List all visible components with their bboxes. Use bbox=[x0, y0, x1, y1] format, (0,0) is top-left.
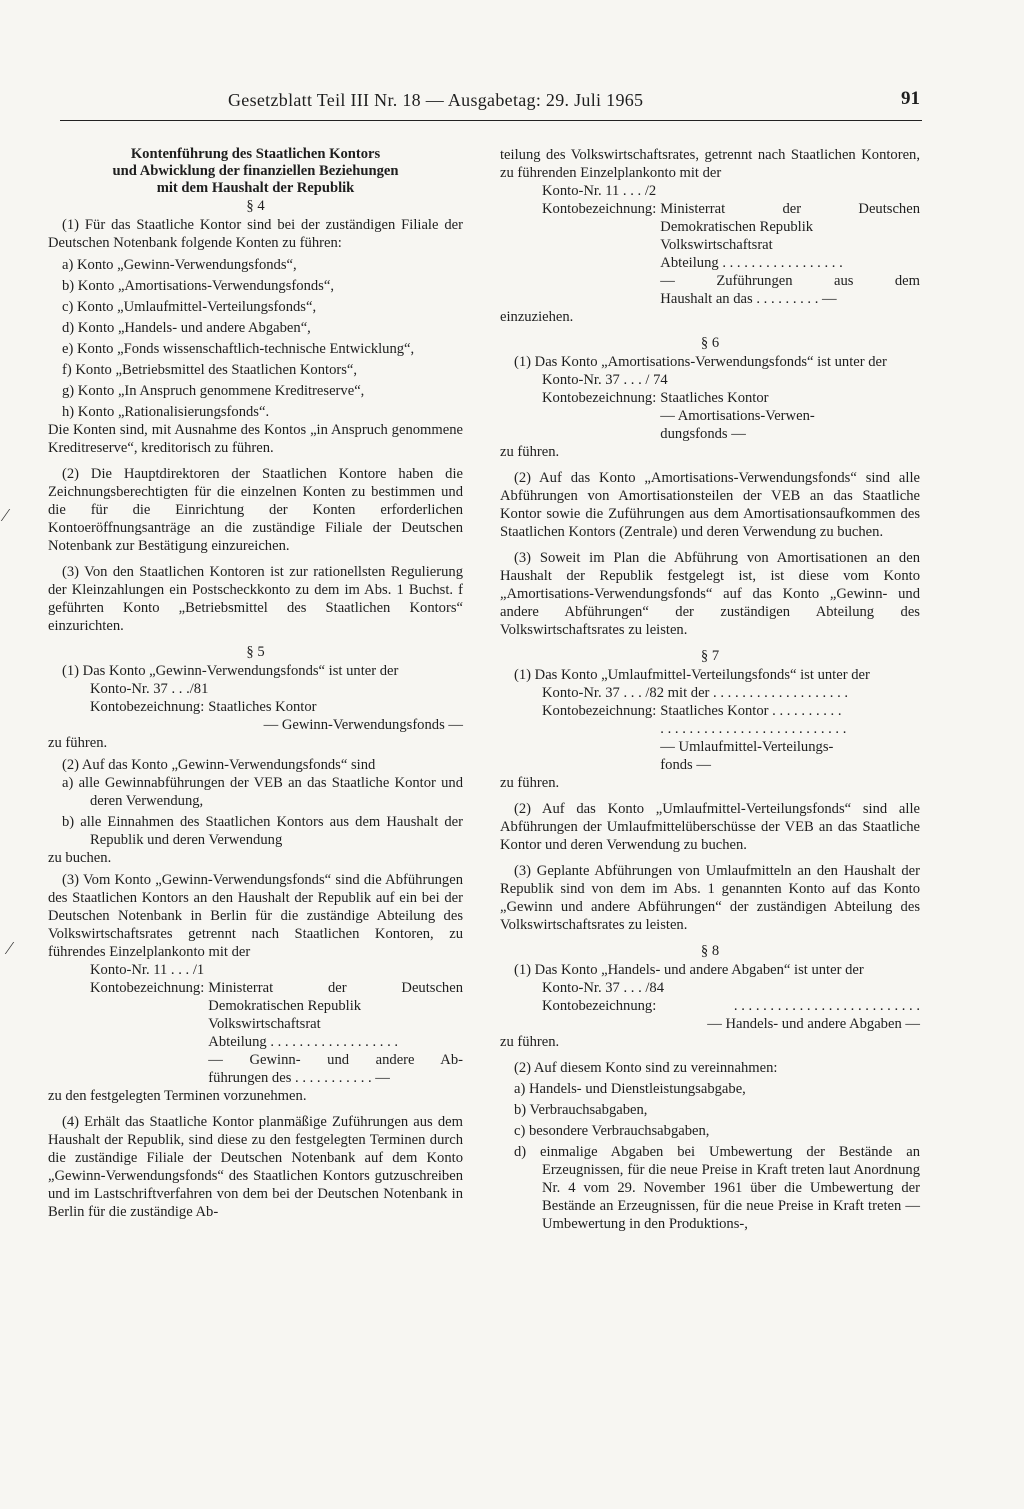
zu-buchen: zu buchen. bbox=[48, 850, 112, 866]
konto-number-6: Konto-Nr. 37 . . . / 74 bbox=[542, 372, 668, 388]
kbez-line: führungen des . . . . . . . . . . . — bbox=[208, 1070, 390, 1086]
kbez-value: . . . . . . . . . . . . . . . . . . . . . . . . . . bbox=[733, 998, 920, 1014]
title-line-1: Kontenführung des Staatlichen Kontors bbox=[130, 146, 381, 162]
page-header bbox=[60, 86, 922, 121]
konto-number-8: Konto-Nr. 37 . . . /84 bbox=[542, 980, 665, 996]
continuation: teilung des Volkswirtschaftsrates, getrennt nach Staatlichen Kontoren, zu führenden Einzelplankonto mit der bbox=[500, 147, 920, 181]
section-title bbox=[48, 146, 463, 197]
margin-mark: ⁄ bbox=[8, 938, 12, 958]
list-item: c) besondere Verbrauchsabgaben, bbox=[514, 1123, 710, 1139]
para-5-4: (4) Erhält das Staatliche Kontor planmäßige Zuführungen aus dem Haushalt der Republik, sind diese zu den festgelegten Terminen durch die zuständige Filiale der Deutschen Notenbank auf dem Konto „Gewinn-Verwendungsfonds“ des Staatlichen Kontors gutzuschreiben und im Lastschriftverfahren von dem bei der Deutschen Notenbank in Berlin für die zuständige Ab- bbox=[48, 1114, 463, 1220]
kbez-line: Demokratischen Republik bbox=[208, 998, 362, 1014]
para-6-1: (1) Das Konto „Amortisations-Verwendungsfonds“ ist unter der bbox=[514, 354, 887, 370]
kbez-value bbox=[656, 389, 920, 443]
kbez-line: Staatliches Kontor bbox=[660, 390, 769, 406]
para-4-konten: Die Konten sind, mit Ausnahme des Kontos „in Anspruch genommene Kreditreserve“, kreditorisch zu führen. bbox=[48, 422, 463, 456]
einzuziehen: einzuziehen. bbox=[500, 309, 574, 325]
kbez-line: — Amortisations-Verwen- bbox=[660, 408, 815, 424]
kbez-value bbox=[656, 200, 920, 308]
header-title: Gesetzblatt Teil III Nr. 18 — Ausgabetag: 29. Juli 1965 bbox=[228, 90, 644, 110]
para-4-1: (1) Für das Staatliche Kontor sind bei der zuständigen Filiale der Deutschen Notenbank folgende Konten zu führen: bbox=[48, 217, 463, 251]
konto-bezeichnung-8 bbox=[500, 997, 920, 1015]
list-item: c) Konto „Umlaufmittel-Verteilungsfonds“, bbox=[62, 299, 317, 315]
list-item: b) Konto „Amortisations-Verwendungsfonds“, bbox=[62, 278, 334, 294]
kbez-value bbox=[656, 702, 920, 774]
list-item: g) Konto „In Anspruch genommene Kreditreserve“, bbox=[62, 383, 365, 399]
zu-fuehren: zu führen. bbox=[500, 1034, 560, 1050]
zu-fuehren: zu führen. bbox=[48, 735, 108, 751]
list-item: a) alle Gewinnabführungen der VEB an das Staatliche Kontor und deren Verwendung, bbox=[62, 775, 463, 809]
konto-bezeichnung bbox=[500, 200, 920, 308]
right-column bbox=[500, 146, 920, 1233]
left-column bbox=[48, 146, 463, 1221]
konto-number: Konto-Nr. 37 . . ./81 bbox=[90, 681, 209, 697]
list-item: a) Handels- und Dienstleistungsabgabe, bbox=[514, 1081, 746, 1097]
konto-bezeichnung-7 bbox=[500, 702, 920, 774]
kbez-value-2: — Gewinn-Verwendungsfonds — bbox=[263, 717, 463, 733]
zu-fuehren: zu führen. bbox=[500, 444, 560, 460]
para-8-1: (1) Das Konto „Handels- und andere Abgaben“ ist unter der bbox=[514, 962, 864, 978]
kbez-label: Kontobezeichnung: bbox=[542, 703, 657, 719]
list-item: b) Verbrauchsabgaben, bbox=[514, 1102, 648, 1118]
kbez-line: fonds — bbox=[660, 757, 711, 773]
title-line-3: mit dem Haushalt der Republik bbox=[156, 180, 355, 196]
kbez-line: — Umlaufmittel-Verteilungs- bbox=[660, 739, 834, 755]
para-5-1: (1) Das Konto „Gewinn-Verwendungsfonds“ ist unter der bbox=[62, 663, 399, 679]
paragraph-7-heading: § 7 bbox=[700, 648, 720, 664]
kbez-line: Abteilung . . . . . . . . . . . . . . . . . bbox=[660, 255, 843, 271]
kbez-value bbox=[204, 979, 463, 1087]
para-7-1: (1) Das Konto „Umlaufmittel-Verteilungsfonds“ ist unter der bbox=[514, 667, 870, 683]
termine: zu den festgelegten Terminen vorzunehmen. bbox=[48, 1088, 307, 1104]
paragraph-6-heading: § 6 bbox=[700, 335, 720, 351]
kbez-line: . . . . . . . . . . . . . . . . . . . . . . . . . . bbox=[660, 721, 847, 737]
kbez-line: Volkswirtschaftsrat bbox=[660, 237, 773, 253]
list-4 bbox=[48, 256, 463, 421]
list-item: d) Konto „Handels- und andere Abgaben“, bbox=[62, 320, 311, 336]
konto-bezeichnung-6 bbox=[500, 389, 920, 443]
para-5-2: (2) Auf das Konto „Gewinn-Verwendungsfonds“ sind bbox=[62, 757, 376, 773]
kbez-label: Kontobezeichnung: bbox=[90, 699, 205, 715]
zu-fuehren: zu führen. bbox=[500, 775, 560, 791]
konto-number-2: Konto-Nr. 11 . . . /1 bbox=[90, 962, 205, 978]
para-6-3: (3) Soweit im Plan die Abführung von Amortisationen an den Haushalt der Republik festgelegt ist, ist diese vom Konto „Amortisations-Verwendungsfonds“ auf das Konto „Gewinn- und andere Abführungen“ der zuständigen Abteilung des Volkswirtschaftsrates zu leisten. bbox=[500, 550, 920, 638]
margin-mark: ⁄ bbox=[4, 505, 8, 525]
kbez-line: — Zuführungen aus dem bbox=[660, 273, 920, 289]
kbez-line: Ministerrat der Deutschen bbox=[208, 980, 463, 996]
para-7-2: (2) Auf das Konto „Umlaufmittel-Verteilungsfonds“ sind alle Abführungen der Umlaufmittelüberschüsse der VEB an das Staatliche Kontor und deren Verwendung zu buchen. bbox=[500, 801, 920, 853]
konto-number: Konto-Nr. 11 . . . /2 bbox=[542, 183, 657, 199]
kbez-label: Kontobezeichnung: bbox=[542, 390, 657, 406]
page-number: 91 bbox=[901, 88, 920, 109]
konto-bezeichnung bbox=[48, 698, 463, 716]
list-item: f) Konto „Betriebsmittel des Staatlichen Kontors“, bbox=[62, 362, 358, 378]
para-6-2: (2) Auf das Konto „Amortisations-Verwendungsfonds“ sind alle Abführungen von Amortisationsteilen der VEB an das Staatliche Kontor sowie die Zuführungen aus dem Amortisationsaufkommen des Staatlichen Kontors (Zentrale) und deren Verwendung zu buchen. bbox=[500, 470, 920, 540]
paragraph-4-heading: § 4 bbox=[246, 198, 265, 214]
para-8-2: (2) Auf diesem Konto sind zu vereinnahmen: bbox=[514, 1060, 778, 1076]
kbez-value: Staatliches Kontor bbox=[208, 699, 317, 715]
kbez-label: Kontobezeichnung: bbox=[542, 998, 657, 1014]
kbez-line: Demokratischen Republik bbox=[660, 219, 814, 235]
para-4-2: (2) Die Hauptdirektoren der Staatlichen Kontore haben die Zeichnungsberechtigten für die einzelnen Konten zu bestimmen und die für die Einrichtung der Konten erforderlichen Kontoeröffnungsanträge an die zuständige Filiale der Deutschen Notenbank zur Bestätigung einzureichen. bbox=[48, 466, 463, 554]
kbez-line: Ministerrat der Deutschen bbox=[660, 201, 920, 217]
kbez-line: Staatliches Kontor . . . . . . . . . . bbox=[660, 703, 842, 719]
kbez-line: Haushalt an das . . . . . . . . . — bbox=[660, 291, 837, 307]
para-5-3: (3) Vom Konto „Gewinn-Verwendungsfonds“ sind die Abführungen des Staatlichen Kontors an den Haushalt der Republik auf ein bei der Deutschen Notenbank in Berlin für die zuständige Abteilung des Volkswirtschaftsrates getrennt nach Staatlichen Kontoren, zu führendes Einzelplankonto mit der bbox=[48, 872, 463, 960]
list-item: a) Konto „Gewinn-Verwendungsfonds“, bbox=[62, 257, 297, 273]
kbez-line: — Gewinn- und andere Ab- bbox=[208, 1052, 463, 1068]
kbez-label: Kontobezeichnung: bbox=[90, 980, 205, 996]
paragraph-8-heading: § 8 bbox=[700, 943, 720, 959]
list-item: h) Konto „Rationalisierungsfonds“. bbox=[62, 404, 270, 420]
paragraph-5-heading: § 5 bbox=[246, 644, 265, 660]
list-item: e) Konto „Fonds wissenschaftlich-technische Entwicklung“, bbox=[62, 341, 415, 357]
konto-bezeichnung-2 bbox=[48, 979, 463, 1087]
para-7-3: (3) Geplante Abführungen von Umlaufmitteln an den Haushalt der Republik sind von dem im Abs. 1 genannten Konto auf das Konto „Gewinn und andere Abführungen“ der zuständigen Abteilung des Volkswirtschaftsrates zu leisten. bbox=[500, 863, 920, 933]
kbez-value-2: — Handels- und andere Abgaben — bbox=[707, 1016, 920, 1032]
list-item: d) einmalige Abgaben bei Umbewertung der Bestände an Erzeugnissen, für die neue Preise in Kraft treten laut Anordnung Nr. 4 vom 29. November 1961 über die Umbewertung der Bestände an Erzeugnissen, für die neue Preise in Kraft treten — Umbewertung in den Produktions-, bbox=[514, 1144, 920, 1232]
kbez-line: dungsfonds — bbox=[660, 426, 746, 442]
list-item: b) alle Einnahmen des Staatlichen Kontors aus dem Haushalt der Republik und deren Verwendung bbox=[62, 814, 463, 848]
konto-number-7: Konto-Nr. 37 . . . /82 mit der . . . . . . . . . . . . . . . . . . . bbox=[542, 685, 849, 701]
kbez-line: Volkswirtschaftsrat bbox=[208, 1016, 321, 1032]
kbez-line: Abteilung . . . . . . . . . . . . . . . . . . bbox=[208, 1034, 399, 1050]
kbez-label: Kontobezeichnung: bbox=[542, 201, 657, 217]
title-line-2: und Abwicklung der finanziellen Beziehungen bbox=[112, 163, 399, 179]
para-4-3: (3) Von den Staatlichen Kontoren ist zur rationellsten Regulierung der Kleinzahlungen ein Postscheckkonto zu dem im Abs. 1 Buchst. f geführten Konto „Betriebsmittel des Staatlichen Kontors“ einzurichten. bbox=[48, 564, 463, 634]
